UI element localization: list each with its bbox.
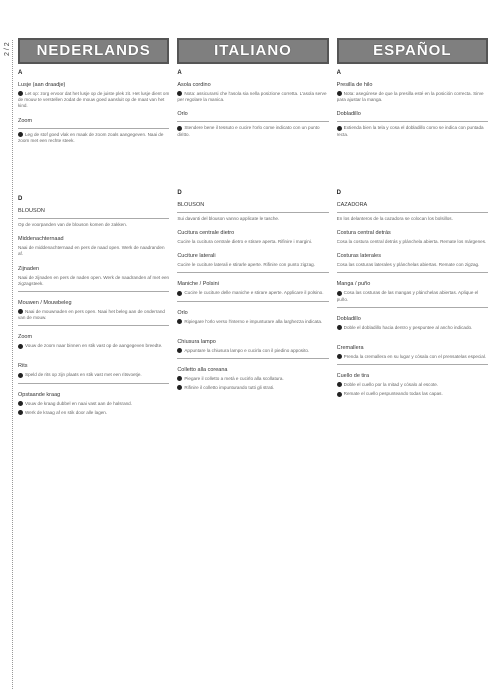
step-icon xyxy=(337,126,342,131)
step-icon xyxy=(337,325,342,330)
subheading: Maniche / Polsini xyxy=(177,281,219,288)
paragraph: Prenda la cremallera en su lugar y cósala con el prensatelas especial. xyxy=(337,354,488,360)
section-letter: A xyxy=(177,70,182,76)
subheading: Middenachternaad xyxy=(18,236,64,243)
divider xyxy=(337,121,488,122)
section-title: BLOUSON xyxy=(177,201,205,208)
step-icon xyxy=(177,376,182,381)
paragraph: Sui davanti del blouson vanno applicate le tasche. xyxy=(177,215,280,221)
divider xyxy=(177,358,328,359)
paragraph: Vouw de kraag dubbel en naai vast aan de halsrand. xyxy=(18,401,169,407)
subheading: Zijnaden xyxy=(18,265,40,272)
divider xyxy=(337,212,488,213)
step-icon xyxy=(337,91,342,96)
step-icon xyxy=(337,392,342,397)
divider xyxy=(18,218,169,219)
section-title: BLOUSON xyxy=(18,207,45,214)
paragraph: Doble el dobladillo hacia dentro y pespuntee al ancho indicado. xyxy=(337,325,488,331)
subheading: Dobladillo xyxy=(336,315,361,322)
paragraph: Op de voorpanden van de blouson komen de zakken. xyxy=(18,221,128,227)
divider xyxy=(18,128,169,129)
subheading: Orlo xyxy=(177,309,188,316)
paragraph: Doble el cuello por la mitad y cósalo al escote. xyxy=(337,382,488,388)
paragraph: Extienda bien la tela y cosa el dobladillo como se indica con puntada recta. xyxy=(336,125,484,137)
step-icon xyxy=(18,401,23,406)
paragraph: Naai de zijnaden en pers de naden open. Werk de naadranden af met een zigzagsteek. xyxy=(18,274,170,286)
step-icon xyxy=(18,309,23,314)
subheading: Manga / puño xyxy=(336,281,371,288)
divider xyxy=(177,212,328,213)
column-nl xyxy=(18,38,169,693)
subheading: Cuciture laterali xyxy=(177,253,216,260)
section-letter: D xyxy=(177,189,182,196)
language-header: NEDERLANDS xyxy=(18,38,169,64)
subheading: Cuello de tira xyxy=(336,373,370,380)
step-icon xyxy=(18,344,23,349)
step-icon xyxy=(177,319,182,324)
step-icon xyxy=(337,291,342,296)
column-es xyxy=(337,38,488,693)
paragraph: Piegare il colletto a metà e cucirlo alla scollatura. xyxy=(177,376,328,382)
section-letter: D xyxy=(336,189,341,196)
step-icon xyxy=(177,348,182,353)
page-number: 2 / 2 xyxy=(4,42,11,56)
section-title: Asola cordino xyxy=(177,82,211,88)
paragraph: Vouw de zoom naar binnen en stik vast op de aangegeven breedte. xyxy=(18,343,169,349)
paragraph: Speld de rits op zijn plaats en stik vast met een ritsvoetje. xyxy=(18,372,169,378)
step-icon xyxy=(337,382,342,387)
subheading: Cremallera xyxy=(336,344,364,351)
paragraph: Werk de kraag af en stik door alle lagen. xyxy=(18,410,169,416)
section-title: CAZADORA xyxy=(336,201,368,208)
divider xyxy=(337,272,488,273)
subheading: Mouwen / Mouwbeleg xyxy=(18,299,72,306)
step-icon xyxy=(18,91,23,96)
divider xyxy=(18,291,169,292)
step-icon xyxy=(177,291,182,296)
paragraph: Nota: asegúrese de que la presilla esté en la posición correcta. Sirve para ajustar la manga. xyxy=(336,91,484,103)
section-title: Lusje (aan draadje) xyxy=(18,82,66,88)
divider xyxy=(18,383,169,384)
paragraph: Cosa las costuras laterales y plánchelas abiertas. Remate con zigzag. xyxy=(336,262,480,268)
divider xyxy=(177,272,328,273)
section-letter: D xyxy=(18,195,23,202)
subheading: Costuras laterales xyxy=(336,253,381,260)
paragraph: Cosa las costuras de las mangas y plánchelas abiertas. Aplique el puño. xyxy=(336,290,479,302)
subheading: Colletto alla coreana xyxy=(177,366,228,373)
subheading: Chiusura lampo xyxy=(177,338,216,345)
margin-rule xyxy=(12,40,13,689)
subheading: Dobladillo xyxy=(336,111,361,118)
step-icon xyxy=(18,132,23,137)
paragraph: Cucire la cucitura centrale dietro e stirare aperta. Rifinire i margini. xyxy=(177,238,313,244)
paragraph: Appuntare la chiusura lampo e cucirla con il piedino apposito. xyxy=(177,348,328,354)
section-title: Presilla de hilo xyxy=(336,82,373,88)
step-icon xyxy=(337,354,342,359)
language-header: ITALIANO xyxy=(177,38,328,64)
step-icon xyxy=(18,373,23,378)
paragraph: Naai de mouwnaden en pers open. Naai het beleg aan de onderrand van de mouw. xyxy=(18,308,165,321)
language-header: ESPAÑOL xyxy=(337,38,488,64)
divider xyxy=(18,325,169,326)
paragraph: Let op: zorg ervoor dat het lusje op de juiste plek zit. Het lusje dient om de mouw te verstellen zodat de mouw goed aansluit op de maat van het kind. xyxy=(18,91,170,109)
subheading: Costura central detrás xyxy=(336,229,391,236)
paragraph: En los delanteros de la cazadora se colocan los bolsillos. xyxy=(336,215,453,221)
paragraph: Ripiegare l'orlo verso l'interno e impunturare alla larghezza indicata. xyxy=(177,319,328,325)
paragraph: Naai de middenachternaad en pers de naad open. Werk de naadranden af. xyxy=(18,245,165,257)
paragraph: Nota: assicurarsi che l'asola sia nella posizione corretta. L'asola serve per regolare la manica. xyxy=(177,91,327,103)
subheading: Zoom xyxy=(18,334,33,341)
divider xyxy=(337,364,488,365)
column-it xyxy=(177,38,328,693)
step-icon xyxy=(18,410,23,415)
subheading: Rits xyxy=(18,363,28,370)
paragraph: Cosa la costura central detrás y plánchela abierta. Remate los márgenes. xyxy=(336,238,487,244)
divider xyxy=(177,301,328,302)
subheading: Opstaande kraag xyxy=(18,391,61,398)
divider xyxy=(337,307,488,308)
subheading: Cucitura centrale dietro xyxy=(177,229,235,236)
paragraph: Leg de stof goed vlak en maak de zoom zoals aangegeven. Naai de zoom met een rechte steek. xyxy=(18,131,164,143)
paragraph: Cucire le cuciture laterali e stirarle aperte. Rifinire con punto zigzag. xyxy=(177,262,315,268)
subheading: Zoom xyxy=(18,117,33,124)
step-icon xyxy=(177,385,182,390)
section-letter: A xyxy=(18,70,23,76)
step-icon xyxy=(177,91,182,96)
paragraph: Remate el cuello pespunteando todas las capas. xyxy=(337,391,488,397)
step-icon xyxy=(177,126,182,131)
paragraph: Cucire le cuciture delle maniche e stirare aperte. Applicare il polsino. xyxy=(177,290,328,296)
columns xyxy=(18,38,488,693)
section-letter: A xyxy=(336,70,341,76)
subheading: Orlo xyxy=(177,111,188,118)
paragraph: Rifinire il colletto impunturando tutti gli strati. xyxy=(177,385,328,391)
divider xyxy=(177,121,328,122)
paragraph: Stendere bene il tessuto e cucire l'orlo come indicato con un punto diritto. xyxy=(177,125,320,137)
